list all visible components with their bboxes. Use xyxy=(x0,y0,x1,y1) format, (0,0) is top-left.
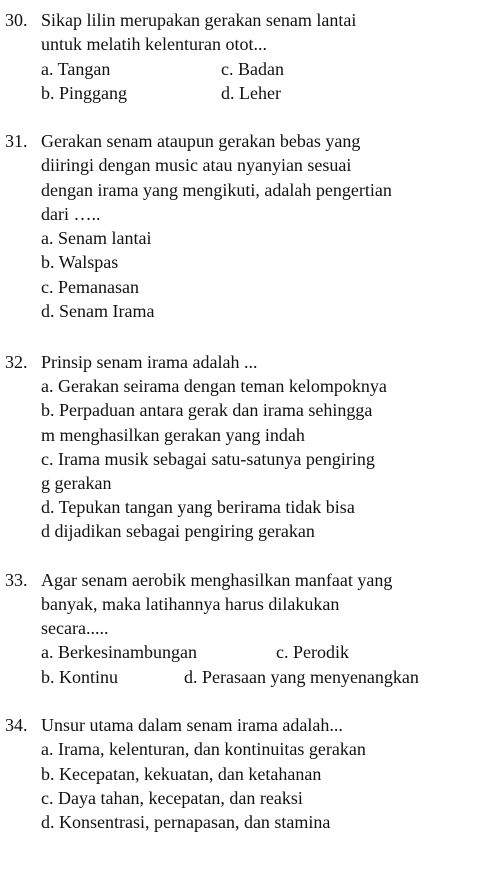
question-number: 33. xyxy=(5,570,28,590)
question-text: Unsur utama dalam senam irama adalah... xyxy=(41,715,343,735)
option-d: d. Senam Irama xyxy=(41,301,155,321)
question-text: banyak, maka latihannya harus dilakukan xyxy=(41,594,340,614)
option-d: d. Konsentrasi, pernapasan, dan stamina xyxy=(41,812,331,832)
option-b: b. Kecepatan, kekuatan, dan ketahanan xyxy=(41,764,322,784)
option-c: c. Daya tahan, kecepatan, dan reaksi xyxy=(41,788,303,808)
option-b: b. Walspas xyxy=(41,252,119,272)
option-d: d. Tepukan tangan yang berirama tidak bisa xyxy=(41,497,355,517)
option-a: a. Irama, kelenturan, dan kontinuitas gerakan xyxy=(41,739,366,759)
option-a: a. Berkesinambungan xyxy=(41,642,197,662)
option-c: c. Perodik xyxy=(276,642,349,662)
question-text: dari ….. xyxy=(41,204,101,224)
option-d: d. Perasaan yang menyenangkan xyxy=(184,667,419,687)
question-text: Gerakan senam ataupun gerakan bebas yang xyxy=(41,131,361,151)
question-text: Agar senam aerobik menghasilkan manfaat yang xyxy=(41,570,393,590)
question-text: secara..... xyxy=(41,618,109,638)
question-number: 32. xyxy=(5,352,28,372)
option-b-continued: m menghasilkan gerakan yang indah xyxy=(41,425,305,445)
question-text: diiringi dengan music atau nyanyian sesuai xyxy=(41,155,352,175)
option-b: b. Kontinu xyxy=(41,667,119,687)
question-text: untuk melatih kelenturan otot... xyxy=(41,34,267,54)
question-number: 34. xyxy=(5,715,28,735)
option-c: c. Irama musik sebagai satu-satunya pengiring xyxy=(41,449,375,469)
question-number: 30. xyxy=(5,10,28,30)
question-number: 31. xyxy=(5,131,28,151)
option-c: c. Pemanasan xyxy=(41,277,139,297)
option-b: b. Perpaduan antara gerak dan irama sehingga xyxy=(41,400,373,420)
option-d-continued: d dijadikan sebagai pengiring gerakan xyxy=(41,521,315,541)
option-a: a. Gerakan seirama dengan teman kelompoknya xyxy=(41,376,387,396)
option-d: d. Leher xyxy=(221,83,281,103)
option-b: b. Pinggang xyxy=(41,83,128,103)
option-a: a. Tangan xyxy=(41,59,111,79)
question-text: Prinsip senam irama adalah ... xyxy=(41,352,258,372)
option-c: c. Badan xyxy=(221,59,284,79)
option-a: a. Senam lantai xyxy=(41,228,152,248)
question-text: Sikap lilin merupakan gerakan senam lantai xyxy=(41,10,357,30)
question-text: dengan irama yang mengikuti, adalah pengertian xyxy=(41,180,392,200)
option-c-continued: g gerakan xyxy=(41,473,112,493)
